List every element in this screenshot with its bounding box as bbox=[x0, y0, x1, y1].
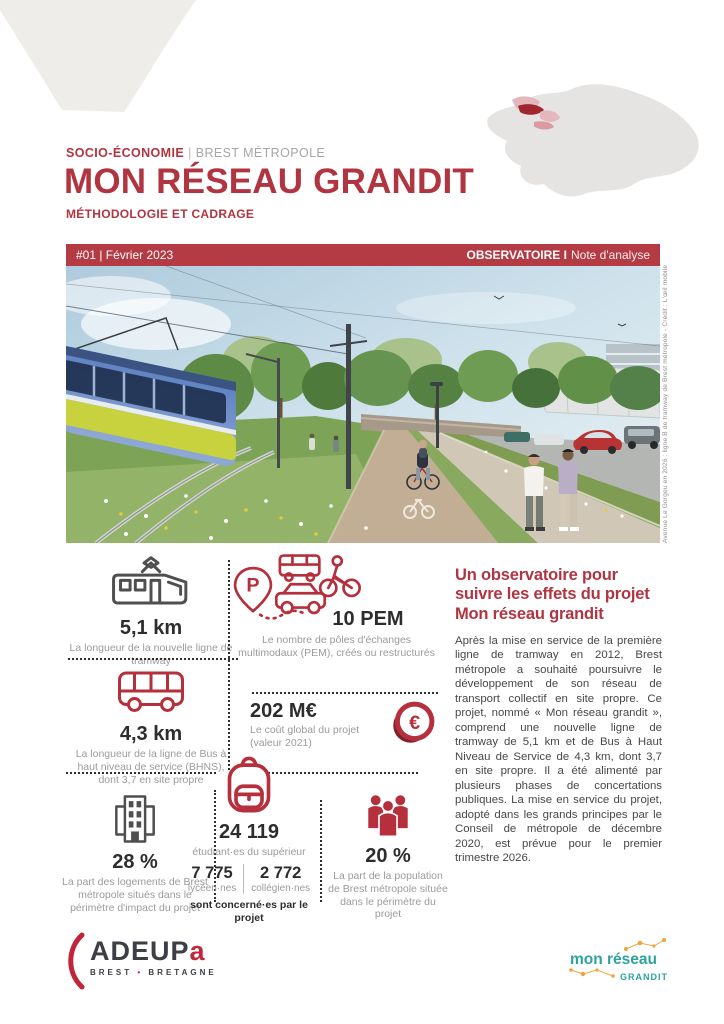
collegiens-cell bbox=[243, 864, 317, 894]
svg-text:€: € bbox=[409, 711, 421, 734]
stat-students-note: sont concerné·es par le projet bbox=[190, 898, 308, 924]
adeupa-logo bbox=[62, 932, 217, 990]
stat-housing-caption: La part des logements de Brest métropole situés dans le périmètre d'impact du projet bbox=[62, 876, 208, 914]
series-name: OBSERVATOIRE I bbox=[466, 248, 567, 262]
stat-students bbox=[186, 752, 312, 925]
kicker-separator: | bbox=[188, 146, 192, 160]
street-scene-illustration bbox=[66, 266, 660, 543]
bus-icon bbox=[115, 666, 187, 716]
stat-housing-value: 28 % bbox=[112, 851, 158, 873]
stat-tram-caption: La longueur de la nouvelle ligne de tramway bbox=[69, 642, 233, 667]
issue-number: #01 | Février 2023 bbox=[76, 248, 174, 262]
kicker-territory: BREST MÉTROPOLE bbox=[195, 146, 326, 160]
article-body: Après la mise en service de la première ligne de tramway en 2012, Brest métropole a souhaité poursuivre le développement de son réseau de transport collectif en site propre. Ce projet, nommé « Mon réseau grandit », comprend une nouvelle ligne de tramway de 5,1 km et de Bus à Haut Niveau de Service de 4,3 km, dont 3,7 en site propre. Il a été alimenté par plusieurs phases de concertations publiques. La mise en service du projet, adopté dans les grands principes par le Conseil de métropole de décembre 2020, est prévue pour le premier trimestre 2026. bbox=[455, 634, 662, 865]
stat-population bbox=[326, 792, 450, 921]
tram-icon bbox=[108, 556, 194, 610]
stat-students-caption: étudiant·es du supérieur bbox=[192, 846, 306, 858]
backpack-icon bbox=[223, 752, 275, 814]
article-column bbox=[455, 566, 662, 866]
tramway-rendering-photo bbox=[66, 266, 660, 543]
page-title: MON RÉSEAU GRANDIT bbox=[64, 162, 474, 201]
adeupa-tagline: BREST • BRETAGNE bbox=[90, 968, 217, 977]
mon-reseau-grandit-logo bbox=[568, 936, 668, 991]
stat-pem-value: 10 PEM bbox=[332, 608, 404, 630]
stat-pem-caption: Le nombre de pôles d'échanges multimodaux (PEM), créés ou restructurés bbox=[238, 634, 435, 659]
collegiens-value: 2 772 bbox=[260, 863, 302, 882]
svg-text:P: P bbox=[246, 574, 260, 597]
stat-students-breakdown bbox=[186, 864, 312, 894]
page-subtitle: MÉTHODOLOGIE ET CADRAGE bbox=[66, 207, 255, 221]
stat-population-value: 20 % bbox=[365, 845, 411, 867]
series-subname: Note d'analyse bbox=[570, 248, 650, 262]
collegiens-label: collégien·nes bbox=[251, 882, 311, 894]
stat-pem bbox=[233, 552, 440, 677]
lyceens-value: 7 775 bbox=[191, 863, 233, 882]
stat-tram-value: 5,1 km bbox=[119, 617, 183, 639]
lyceens-label: lycéen·nes bbox=[187, 882, 237, 894]
lyceens-cell bbox=[181, 864, 243, 894]
people-icon bbox=[361, 792, 415, 838]
mrg-line1: mon réseau bbox=[570, 951, 658, 968]
brittany-map bbox=[478, 56, 724, 238]
building-icon bbox=[107, 794, 163, 844]
photo-credit: Avenue Le Gorgeu en 2026 : ligne B de tramway de Brest métropole - Crédit : L'œil mobile bbox=[662, 264, 669, 543]
adeupa-paren-icon bbox=[62, 932, 86, 990]
stat-students-value: 24 119 bbox=[218, 821, 280, 843]
mrg-line2: GRANDIT bbox=[620, 972, 668, 982]
stat-population-caption: La part de la population de Brest métropole située dans le périmètre du projet bbox=[328, 870, 448, 921]
corner-swoosh-decoration bbox=[0, 0, 210, 116]
adeupa-accent-letter: a bbox=[189, 936, 206, 966]
stat-bus-caption: La longueur de la ligne de Bus à haut niveau de service (BHNS), dont 3,7 en site propre bbox=[75, 748, 227, 786]
stat-cost bbox=[250, 700, 440, 750]
article-heading: Un observatoire pour suivre les effets du projet Mon réseau grandit bbox=[455, 566, 650, 623]
adeupa-name: ADEUPa bbox=[90, 936, 206, 966]
stat-bus-value: 4,3 km bbox=[119, 723, 183, 745]
section-kicker bbox=[66, 146, 325, 160]
series-label bbox=[467, 248, 650, 262]
euro-coin-icon bbox=[390, 700, 436, 746]
divider bbox=[320, 800, 322, 902]
divider bbox=[228, 560, 230, 770]
divider bbox=[252, 692, 438, 694]
divider bbox=[68, 658, 238, 660]
kicker-theme: SOCIO-ÉCONOMIE bbox=[66, 146, 185, 160]
issue-banner bbox=[66, 244, 660, 266]
network-constellation-icon bbox=[568, 936, 668, 986]
multimodal-hub-icon bbox=[233, 552, 368, 647]
stat-tram bbox=[66, 556, 236, 668]
stat-cost-value: 202 M€ bbox=[250, 700, 317, 722]
stat-cost-caption: Le coût global du projet (valeur 2021) bbox=[250, 724, 360, 749]
